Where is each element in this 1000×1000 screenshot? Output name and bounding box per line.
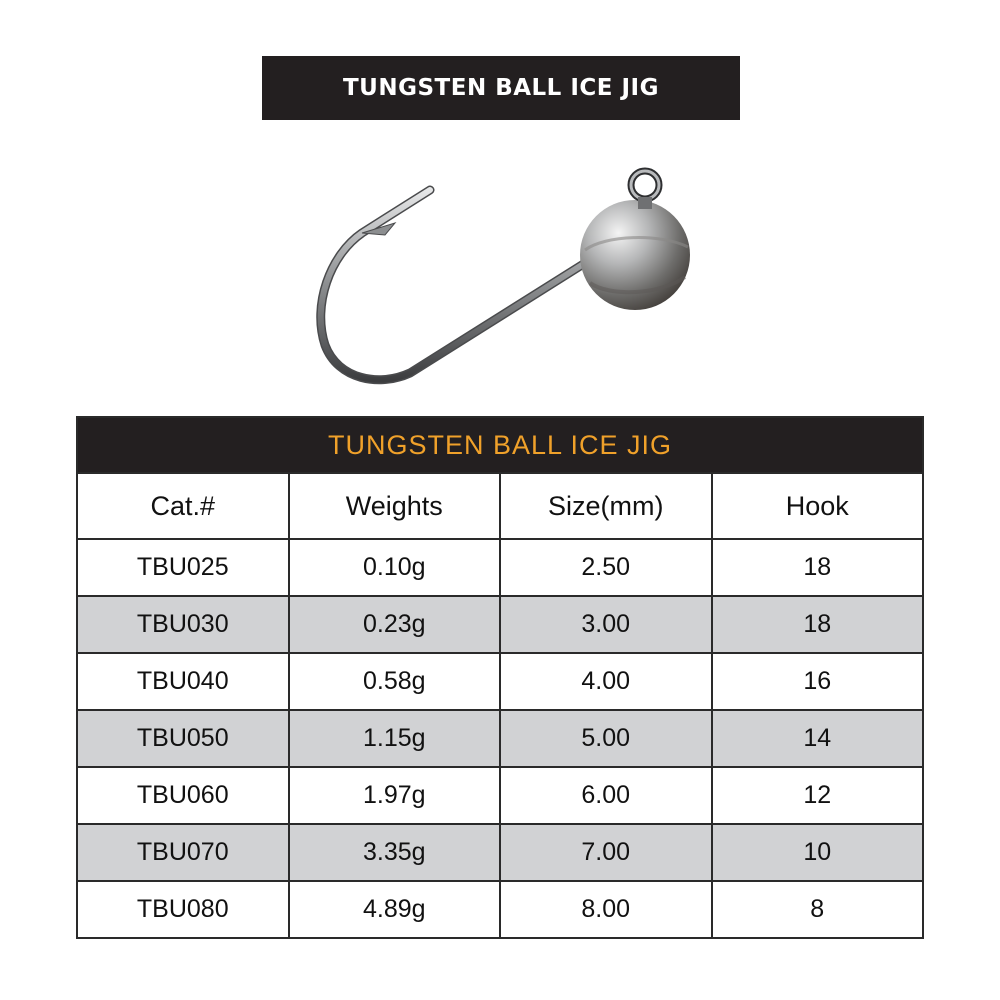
cell-size: 4.00 xyxy=(500,653,712,710)
jig-hook-image xyxy=(300,155,720,400)
cell-size: 6.00 xyxy=(500,767,712,824)
table-row xyxy=(77,710,923,767)
cell-weight: 0.23g xyxy=(289,596,501,653)
cell-weight: 3.35g xyxy=(289,824,501,881)
column-header-hook: Hook xyxy=(712,473,924,539)
table-row xyxy=(77,767,923,824)
cell-hook: 10 xyxy=(712,824,924,881)
cell-hook: 8 xyxy=(712,881,924,938)
cell-weight: 0.10g xyxy=(289,539,501,596)
cell-cat: TBU060 xyxy=(77,767,289,824)
cell-weight: 1.97g xyxy=(289,767,501,824)
column-header-weights: Weights xyxy=(289,473,501,539)
cell-hook: 14 xyxy=(712,710,924,767)
spec-table xyxy=(76,416,924,939)
table-row xyxy=(77,653,923,710)
cell-weight: 4.89g xyxy=(289,881,501,938)
cell-cat: TBU030 xyxy=(77,596,289,653)
column-header-size: Size(mm) xyxy=(500,473,712,539)
cell-hook: 16 xyxy=(712,653,924,710)
cell-weight: 0.58g xyxy=(289,653,501,710)
cell-hook: 18 xyxy=(712,596,924,653)
cell-size: 8.00 xyxy=(500,881,712,938)
table-row xyxy=(77,596,923,653)
cell-size: 2.50 xyxy=(500,539,712,596)
table-row xyxy=(77,881,923,938)
column-header-cat: Cat.# xyxy=(77,473,289,539)
cell-size: 3.00 xyxy=(500,596,712,653)
cell-size: 7.00 xyxy=(500,824,712,881)
page-title: TUNGSTEN BALL ICE JIG xyxy=(342,75,659,101)
cell-size: 5.00 xyxy=(500,710,712,767)
page-title-banner xyxy=(262,56,740,120)
cell-cat: TBU080 xyxy=(77,881,289,938)
cell-cat: TBU025 xyxy=(77,539,289,596)
table-title: TUNGSTEN BALL ICE JIG xyxy=(77,417,923,473)
cell-hook: 12 xyxy=(712,767,924,824)
table-header-row xyxy=(77,473,923,539)
table-row xyxy=(77,539,923,596)
table-title-row xyxy=(77,417,923,473)
cell-cat: TBU040 xyxy=(77,653,289,710)
table-row xyxy=(77,824,923,881)
cell-weight: 1.15g xyxy=(289,710,501,767)
cell-cat: TBU070 xyxy=(77,824,289,881)
cell-hook: 18 xyxy=(712,539,924,596)
cell-cat: TBU050 xyxy=(77,710,289,767)
